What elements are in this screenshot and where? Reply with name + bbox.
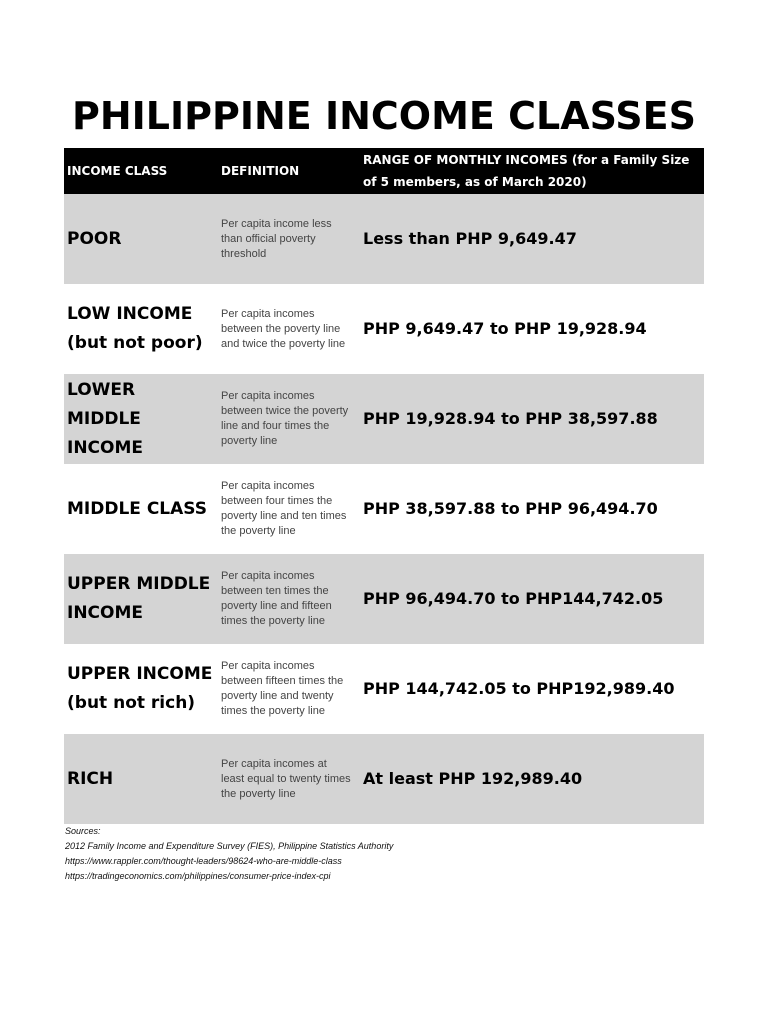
income-range-cell: PHP 9,649.47 to PHP 19,928.94 — [363, 319, 647, 338]
definition-line: line and four times the — [221, 420, 330, 432]
source-item: 2012 Family Income and Expenditure Survey (FIES), Philippine Statistics Authority — [65, 841, 394, 851]
source-item: https://www.rappler.com/thought-leaders/98624-who-are-middle-class — [65, 856, 342, 866]
income-class-line: MIDDLE — [67, 408, 141, 429]
definition-line: poverty line and fifteen — [221, 600, 332, 612]
table-row — [64, 374, 704, 464]
income-range-cell: PHP 38,597.88 to PHP 96,494.70 — [363, 499, 658, 518]
table-row — [64, 644, 704, 734]
header-range-line1: RANGE OF MONTHLY INCOMES (for a Family Size — [363, 153, 690, 167]
page-title: PHILIPPINE INCOME CLASSES — [72, 94, 696, 138]
definition-line: Per capita incomes — [221, 660, 315, 672]
table-row — [64, 194, 704, 284]
income-class-line: UPPER MIDDLE — [67, 574, 211, 594]
income-classes-table — [64, 148, 704, 824]
income-class-cell — [64, 284, 218, 374]
table-header-row — [64, 148, 704, 194]
definition-cell — [218, 194, 360, 284]
header-income-class: INCOME CLASS — [67, 164, 168, 178]
definition-line: between fifteen times the — [221, 675, 344, 687]
income-range-cell: PHP 144,742.05 to PHP192,989.40 — [363, 679, 675, 698]
definition-line: times the poverty line — [221, 705, 325, 717]
header-range-line2: of 5 members, as of March 2020) — [363, 175, 587, 189]
sources-label: Sources: — [65, 826, 101, 836]
definition-line: the poverty line — [221, 525, 296, 537]
definition-line: Per capita incomes at — [221, 757, 327, 770]
definition-line: Per capita incomes — [221, 480, 315, 492]
header-definition: DEFINITION — [221, 164, 300, 178]
definition-line: between twice the poverty — [221, 405, 349, 417]
definition-line: between ten times the — [221, 585, 329, 597]
table-row — [64, 464, 704, 554]
definition-line: Per capita incomes — [221, 570, 315, 582]
income-class-line: MIDDLE CLASS — [67, 498, 208, 519]
income-class-cell — [64, 644, 218, 734]
definition-cell — [218, 284, 360, 374]
definition-cell — [218, 734, 360, 824]
income-class-line: LOW INCOME — [67, 304, 193, 324]
income-class-cell — [64, 374, 218, 464]
income-class-line: POOR — [67, 228, 122, 249]
income-class-cell — [64, 554, 218, 644]
table-body — [64, 194, 704, 824]
income-class-line: LOWER — [67, 379, 136, 400]
definition-line: times the poverty line — [221, 615, 325, 627]
income-class-line: RICH — [67, 768, 114, 789]
definition-line: least equal to twenty times — [221, 772, 351, 785]
source-item: https://tradingeconomics.com/philippines/consumer-price-index-cpi — [65, 871, 331, 881]
definition-cell — [218, 464, 360, 554]
income-range-cell: PHP 96,494.70 to PHP144,742.05 — [363, 589, 664, 608]
definition-line: poverty line and twenty — [221, 690, 334, 702]
definition-line: between four times the — [221, 495, 333, 507]
definition-line: between the poverty line — [221, 322, 341, 335]
income-class-cell — [64, 734, 218, 824]
definition-line: and twice the poverty line — [221, 337, 346, 350]
definition-cell — [218, 644, 360, 734]
sources-section — [65, 824, 705, 884]
definition-line: than official poverty — [221, 232, 316, 245]
definition-line: poverty line and ten times — [221, 510, 347, 522]
definition-line: threshold — [221, 247, 267, 260]
income-class-line: UPPER INCOME — [67, 664, 213, 684]
definition-line: the poverty line — [221, 787, 296, 800]
income-class-line: INCOME — [67, 437, 144, 458]
income-class-line: INCOME — [67, 603, 144, 623]
income-class-cell — [64, 464, 218, 554]
definition-cell — [218, 554, 360, 644]
table-row — [64, 284, 704, 374]
header-range — [360, 148, 704, 194]
definition-line: Per capita income less — [221, 217, 332, 230]
income-class-line: (but not rich) — [67, 693, 196, 713]
definition-line: Per capita incomes — [221, 390, 315, 402]
table-row — [64, 554, 704, 644]
income-class-line: (but not poor) — [67, 333, 203, 353]
income-class-cell — [64, 194, 218, 284]
definition-line: Per capita incomes — [221, 307, 315, 320]
definition-line: poverty line — [221, 435, 278, 447]
table-row — [64, 734, 704, 824]
income-range-cell: PHP 19,928.94 to PHP 38,597.88 — [363, 409, 658, 428]
income-range-cell: Less than PHP 9,649.47 — [363, 229, 577, 248]
definition-cell — [218, 374, 360, 464]
income-range-cell: At least PHP 192,989.40 — [363, 769, 583, 788]
